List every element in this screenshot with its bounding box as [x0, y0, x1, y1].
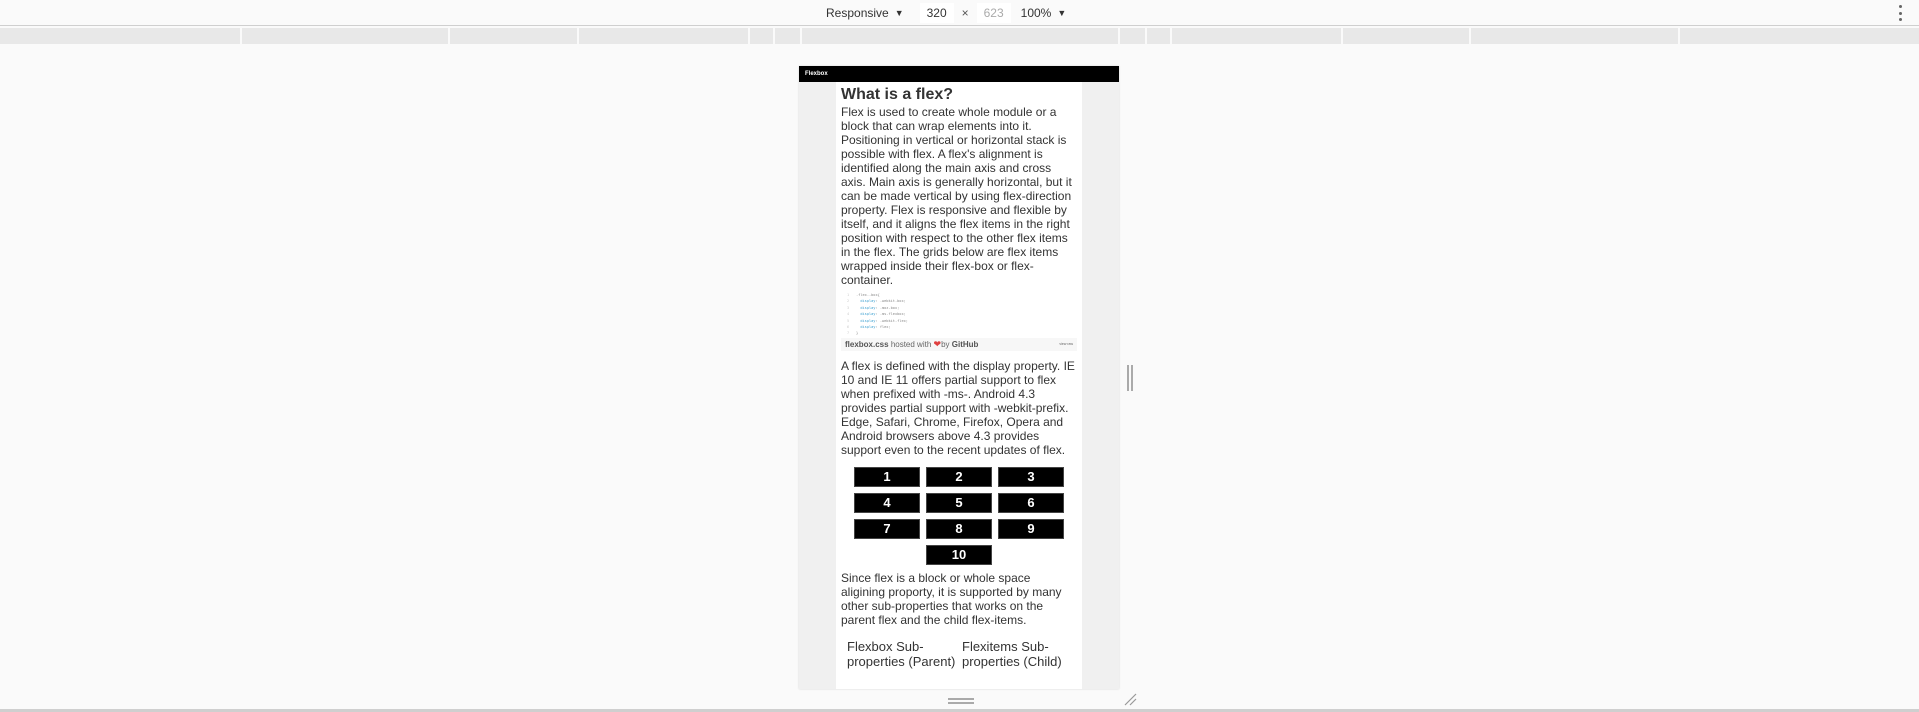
- parent-subproperties-title: Flexbox Sub-properties (Parent): [847, 638, 956, 669]
- main-content: [836, 82, 1082, 689]
- code-line: 6 display: flex;: [847, 325, 891, 330]
- subproperties-paragraph: Since flex is a block or whole space aligining proporty, it is supported by many other sub-properties that works on the parent flex and the child flex-items.: [841, 570, 1062, 627]
- line-number: 6: [847, 325, 850, 330]
- chevron-down-icon: ▼: [894, 8, 904, 18]
- ruler-divider: [748, 28, 750, 44]
- flex-item: 8: [926, 519, 992, 539]
- width-input[interactable]: 320: [920, 3, 954, 23]
- device-toolbar: [0, 0, 1919, 26]
- gist-footer: [841, 338, 1077, 351]
- device-viewport: [799, 66, 1119, 689]
- flex-item: 4: [854, 493, 920, 513]
- device-select[interactable]: [826, 6, 904, 20]
- ruler-divider: [1118, 28, 1120, 44]
- subproperties-columns: [841, 639, 1077, 669]
- view-raw-link[interactable]: view raw: [1059, 342, 1073, 347]
- heart-icon: ❤: [933, 338, 942, 349]
- css-property: display: [860, 299, 876, 304]
- line-number: 7: [847, 331, 850, 336]
- flex-item: 3: [998, 467, 1064, 487]
- ruler-divider: [1341, 28, 1343, 44]
- resize-handle-right[interactable]: [1127, 365, 1133, 391]
- ruler-divider: [1678, 28, 1680, 44]
- intro-paragraph: Flex is used to create whole module or a block that can wrap elements into it. Positioning in vertical or horizontal stack is possible with flex. A flex's alignment is identified along the main axis and cross axis. Main axis is generally horizontal, but it can be made vertical by using flex-direction property. Flex is responsive and flexible by itself, and it aligns the flex items in the right position with respect to the other flex items in the flex. The grids below are flex items wrapped inside their flex-box or flex-container.: [841, 105, 1072, 287]
- resize-handle-corner[interactable]: [1123, 692, 1137, 706]
- flex-items-grid: [851, 467, 1067, 565]
- device-label: Responsive: [826, 6, 889, 20]
- flex-item: 6: [998, 493, 1064, 513]
- device-controls: [826, 0, 1066, 26]
- css-property: display: [860, 312, 876, 317]
- css-value: flex;: [879, 325, 891, 330]
- code-text: .flex--box{: [856, 293, 880, 297]
- css-value: -webkit-flex;: [879, 318, 908, 323]
- site-header: Flexbox: [799, 66, 1119, 82]
- css-property: display: [860, 305, 876, 310]
- media-query-bar[interactable]: [0, 28, 1919, 44]
- resize-handle-bottom[interactable]: [948, 698, 974, 704]
- css-value: -webkit-box;: [879, 299, 906, 304]
- line-number: 4: [847, 312, 850, 317]
- css-property: display: [860, 325, 876, 330]
- flex-item: 5: [926, 493, 992, 513]
- ruler-divider: [1170, 28, 1172, 44]
- zoom-select[interactable]: [1021, 6, 1067, 20]
- flex-item: 2: [926, 467, 992, 487]
- code-line: 4 display: -ms-flexbox;: [847, 312, 906, 317]
- ruler-divider: [1469, 28, 1471, 44]
- chevron-down-icon: ▼: [1057, 8, 1067, 18]
- page-title: What is a flex?: [841, 86, 954, 103]
- css-value: -ms-flexbox;: [879, 312, 906, 317]
- gist-code: [841, 291, 1077, 338]
- code-line: [847, 330, 1077, 336]
- ruler-divider: [577, 28, 579, 44]
- flex-item: 1: [854, 467, 920, 487]
- gist-file-link[interactable]: flexbox.css: [845, 339, 889, 349]
- by-text: by: [941, 339, 950, 349]
- gist-embed: [841, 291, 1077, 351]
- flex-item: 10: [926, 545, 992, 565]
- more-options-icon[interactable]: [1896, 5, 1904, 21]
- ruler-divider: [800, 28, 802, 44]
- css-property: display: [860, 318, 876, 323]
- code-text: }: [856, 331, 859, 336]
- line-number: 5: [847, 318, 850, 323]
- line-number: 3: [847, 305, 850, 310]
- height-input[interactable]: 623: [977, 3, 1011, 23]
- ruler-divider: [448, 28, 450, 44]
- line-number: 2: [847, 299, 850, 304]
- line-number: 1: [847, 293, 850, 297]
- flex-item: 7: [854, 519, 920, 539]
- code-line: 2 display: -webkit-box;: [847, 299, 906, 304]
- ruler-divider: [773, 28, 775, 44]
- support-paragraph: A flex is defined with the display property. IE 10 and IE 11 offers partial support to flex when prefixed with -ms-. Android 4.3 provides partial support with -webkit-prefix. Edge, Safari, Chrome, Firefox, Opera and Android browsers above 4.3 provides support even to the recent updates of flex.: [841, 358, 1075, 457]
- child-subproperties-title: Flexitems Sub-properties (Child): [962, 638, 1062, 669]
- flex-item: 9: [998, 519, 1064, 539]
- code-line: 3 display: -moz-box;: [847, 305, 900, 310]
- code-line: 5 display: -webkit-flex;: [847, 318, 908, 323]
- hosted-with-text: hosted with: [890, 339, 932, 349]
- zoom-label: 100%: [1020, 6, 1052, 20]
- ruler-divider: [240, 28, 242, 44]
- times-sign: ×: [961, 6, 969, 20]
- ruler-divider: [1145, 28, 1147, 44]
- github-link[interactable]: GitHub: [951, 339, 979, 349]
- css-value: -moz-box;: [879, 305, 900, 310]
